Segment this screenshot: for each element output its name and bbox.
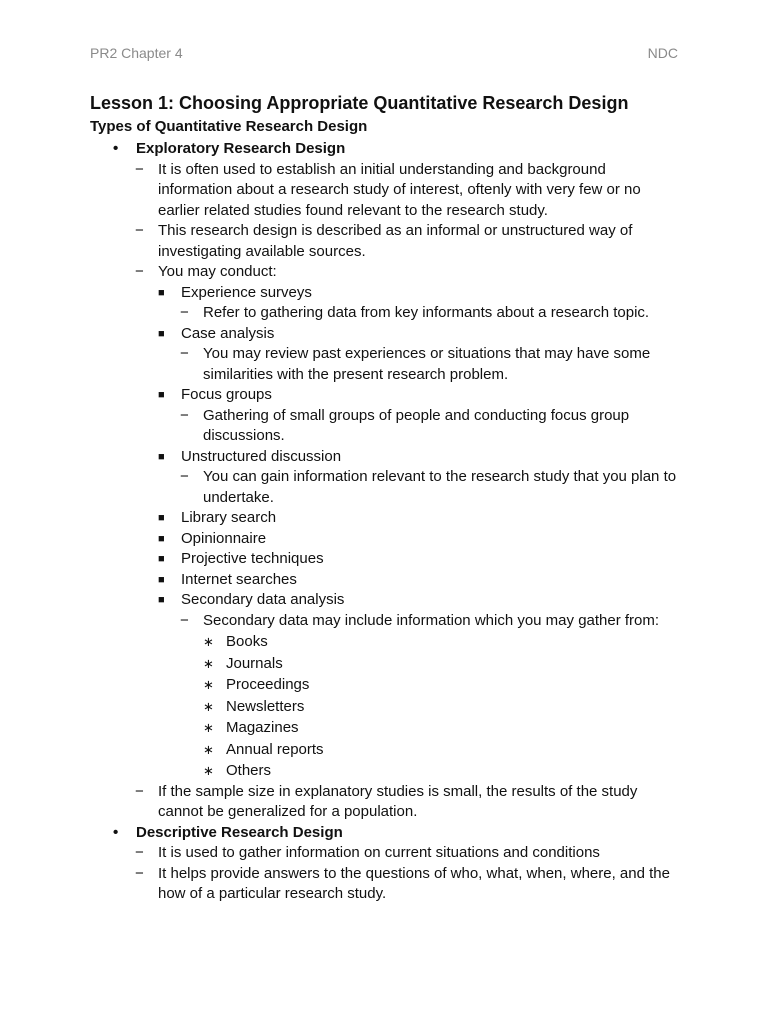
list-item [90, 385, 680, 406]
exploratory-heading: Exploratory Research Design [136, 140, 346, 157]
method-label: Internet searches [181, 570, 297, 588]
method-label: Opinionnaire [181, 529, 267, 547]
asterisk-bullet-icon: ∗ [203, 634, 214, 649]
dash-icon: − [180, 406, 189, 424]
dash-icon: − [180, 468, 189, 485]
list-item [90, 632, 680, 653]
square-bullet-icon: ■ [158, 327, 165, 340]
source-label: Others [226, 762, 272, 779]
method-label: Experience surveys [181, 283, 312, 301]
method-note: Secondary data may include information which you may gather from: [203, 611, 660, 629]
list-item [90, 406, 680, 447]
page-header-right: NDC [647, 45, 678, 61]
dash-icon: − [135, 782, 144, 800]
list-item [90, 221, 680, 262]
source-label: Books [226, 633, 268, 650]
list-item [90, 697, 680, 718]
method-label: Case analysis [181, 324, 275, 342]
exploratory-point: This research design is described as an informal or unstructured way of investigating available sources. [158, 222, 633, 260]
square-bullet-icon: ■ [158, 573, 165, 586]
list-item [90, 570, 680, 591]
square-bullet-icon: ■ [158, 532, 165, 545]
list-item [90, 864, 680, 905]
source-label: Annual reports [226, 740, 324, 758]
source-label: Proceedings [226, 676, 310, 693]
asterisk-bullet-icon: ∗ [203, 720, 214, 735]
exploratory-point: If the sample size in explanatory studies is small, the results of the study cannot be generalized for a population. [158, 782, 638, 820]
source-label: Magazines [226, 719, 299, 736]
list-item [90, 303, 680, 324]
list-item [90, 160, 680, 222]
lesson-title: Lesson 1: Choosing Appropriate Quantitative Research Design [90, 93, 629, 113]
exploratory-point: It is often used to establish an initial understanding and background information about a research study of interest, oftenly with very few or no earlier related studies found relevant to the research study. [158, 160, 641, 219]
list-item [90, 740, 680, 761]
square-bullet-icon: ■ [158, 553, 165, 565]
list-item [90, 262, 680, 283]
dash-icon: − [180, 611, 189, 629]
dash-icon: − [135, 222, 144, 239]
list-item [90, 139, 680, 160]
dash-icon: − [135, 160, 144, 178]
bullet-icon: • [113, 140, 119, 157]
method-label: Focus groups [181, 386, 272, 403]
method-label: Projective techniques [181, 550, 324, 567]
list-item [90, 508, 680, 529]
asterisk-bullet-icon: ∗ [203, 698, 214, 714]
square-bullet-icon: ■ [158, 594, 165, 606]
dash-icon: − [135, 263, 144, 280]
section-title: Types of Quantitative Research Design [90, 118, 368, 135]
list-item [90, 823, 680, 844]
bullet-icon: • [113, 823, 119, 841]
descriptive-heading: Descriptive Research Design [136, 823, 343, 841]
method-note: You may review past experiences or situations that may have some similarities with the present research problem. [203, 345, 651, 383]
list-item [90, 843, 680, 864]
list-item [90, 761, 680, 782]
method-label: Secondary data analysis [181, 591, 345, 608]
list-item [90, 590, 680, 611]
list-item [90, 654, 680, 675]
descriptive-point: It helps provide answers to the questions of who, what, when, where, and the how of a particular research study. [158, 864, 670, 902]
square-bullet-icon: ■ [158, 286, 165, 299]
dash-icon: − [180, 304, 189, 321]
list-item [90, 675, 680, 696]
list-item [90, 529, 680, 550]
square-bullet-icon: ■ [158, 512, 165, 524]
asterisk-bullet-icon: ∗ [203, 677, 214, 692]
asterisk-bullet-icon: ∗ [203, 763, 214, 778]
dash-icon: − [135, 864, 144, 882]
document-body [90, 139, 680, 905]
descriptive-point: It is used to gather information on current situations and conditions [158, 844, 600, 861]
list-item [90, 782, 680, 823]
asterisk-bullet-icon: ∗ [203, 655, 214, 671]
exploratory-point: You may conduct: [158, 263, 277, 280]
square-bullet-icon: ■ [158, 450, 165, 463]
list-item [90, 718, 680, 739]
list-item [90, 344, 680, 385]
list-item [90, 324, 680, 345]
source-label: Journals [226, 654, 283, 672]
page-header-left: PR2 Chapter 4 [90, 45, 183, 61]
method-note: Refer to gathering data from key informants about a research topic. [203, 304, 650, 321]
dash-icon: − [180, 345, 189, 362]
method-note: Gathering of small groups of people and conducting focus group discussions. [203, 406, 630, 444]
source-label: Newsletters [226, 697, 305, 715]
method-label: Library search [181, 509, 277, 526]
list-item [90, 447, 680, 468]
method-label: Unstructured discussion [181, 447, 342, 465]
list-item [90, 283, 680, 304]
list-item [90, 611, 680, 632]
list-item [90, 549, 680, 570]
method-note: You can gain information relevant to the research study that you plan to undertake. [203, 468, 677, 506]
dash-icon: − [135, 844, 144, 861]
list-item [90, 467, 680, 508]
asterisk-bullet-icon: ∗ [203, 741, 214, 757]
square-bullet-icon: ■ [158, 389, 165, 401]
